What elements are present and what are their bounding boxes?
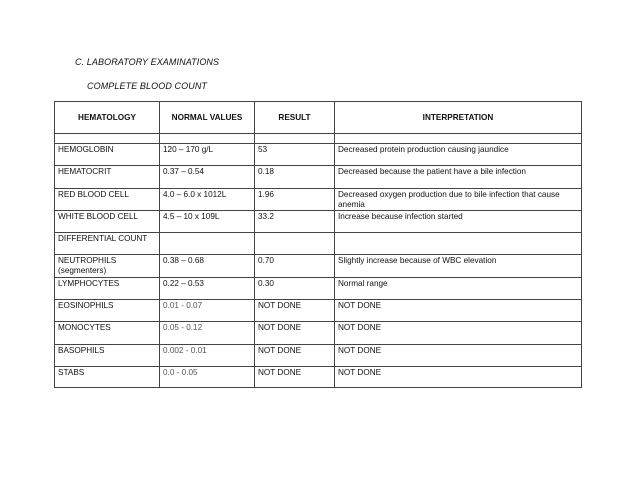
interpretation-text: NOT DONE [335,367,582,388]
table-row [55,300,582,322]
normal-value: 0.38 – 0.68 [160,255,255,278]
spacer-cell [335,134,582,144]
result-value: 1.96 [255,189,335,211]
test-name: HEMOGLOBIN [55,144,160,166]
section-title: C. LABORATORY EXAMINATIONS [75,57,220,67]
normal-value: 0.01 - 0.07 [160,300,255,322]
test-name: WHITE BLOOD CELL [55,211,160,233]
result-value: 0.30 [255,278,335,300]
normal-value: 4.0 – 6.0 x 1012L [160,189,255,211]
test-name: NEUTROPHILS (segmenters) [55,255,160,278]
result-value: NOT DONE [255,300,335,322]
normal-value: 0.37 – 0.54 [160,166,255,189]
table-row [55,144,582,166]
interpretation-text: NOT DONE [335,322,582,345]
interpretation-text: Decreased oxygen production due to bile infection that cause anemia [335,189,582,211]
table-row [55,278,582,300]
interpretation-text [335,233,582,255]
interpretation-text: NOT DONE [335,345,582,367]
normal-value: 0.002 - 0.01 [160,345,255,367]
interpretation-text: Decreased because the patient have a bile infection [335,166,582,189]
complete-blood-count-table [54,101,582,388]
test-name: RED BLOOD CELL [55,189,160,211]
spacer-cell [255,134,335,144]
table-row [55,345,582,367]
normal-value: 120 – 170 g/L [160,144,255,166]
test-name: LYMPHOCYTES [55,278,160,300]
header-result: RESULT [255,102,335,134]
table-row [55,166,582,189]
test-name: DIFFERENTIAL COUNT [55,233,160,255]
test-name: EOSINOPHILS [55,300,160,322]
result-value: 0.70 [255,255,335,278]
normal-value: 0.05 - 0.12 [160,322,255,345]
subsection-title: COMPLETE BLOOD COUNT [87,81,208,91]
header-normal-values: NORMAL VALUES [160,102,255,134]
interpretation-text: Slightly increase because of WBC elevation [335,255,582,278]
result-value: 53 [255,144,335,166]
result-value: NOT DONE [255,345,335,367]
result-value: NOT DONE [255,322,335,345]
result-value [255,233,335,255]
test-name: HEMATOCRIT [55,166,160,189]
test-name: STABS [55,367,160,388]
table-row [55,255,582,278]
normal-value: 0.22 – 0.53 [160,278,255,300]
header-row [55,102,582,134]
normal-value [160,233,255,255]
header-hematology: HEMATOLOGY [55,102,160,134]
test-name: MONOCYTES [55,322,160,345]
normal-value: 4.5 – 10 x 109L [160,211,255,233]
result-value: 0.18 [255,166,335,189]
spacer-cell [55,134,160,144]
test-name: BASOPHILS [55,345,160,367]
spacer-row [55,134,582,144]
header-interpretation: INTERPRETATION [335,102,582,134]
table-row [55,322,582,345]
table-row [55,367,582,388]
interpretation-text: NOT DONE [335,300,582,322]
normal-value: 0.0 - 0.05 [160,367,255,388]
table-row [55,189,582,211]
interpretation-text: Normal range [335,278,582,300]
result-value: 33.2 [255,211,335,233]
interpretation-text: Decreased protein production causing jaundice [335,144,582,166]
table-row [55,233,582,255]
table-row [55,211,582,233]
spacer-cell [160,134,255,144]
result-value: NOT DONE [255,367,335,388]
interpretation-text: Increase because infection started [335,211,582,233]
